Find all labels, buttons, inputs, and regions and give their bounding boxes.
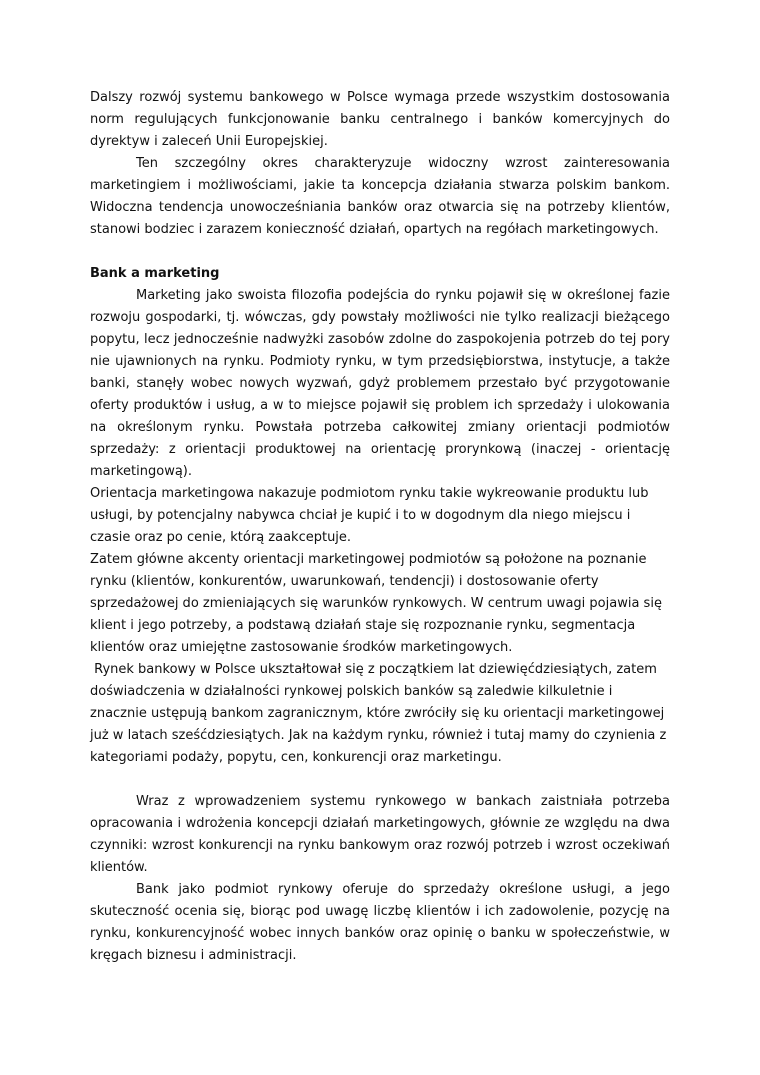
section-paragraph-1: Marketing jako swoista filozofia podejścia do rynku pojawił się w określonej fazie rozwoju gospodarki, tj. wówczas, gdy powstały możliwości nie tylko realizacji bieżącego popytu, lecz jednocześnie nadwyżki zasobów zdolne do zaspokojenia potrzeb do tej pory nie ujawnionych na rynku. Podmioty rynku, w tym przedsiębiorstwa, instytucje, a także banki, stanęły wobec nowych wyzwań, gdyż problemem przestało być przygotowanie oferty produktów i usług, a w to miejsce pojawił się problem ich sprzedaży i ulokowania na określonym rynku. Powstała potrzeba całkowitej zmiany orientacji podmiotów sprzedaży: z orientacji produktowej na orientację prorynkową (inaczej - orientację marketingową). <box>90 288 670 479</box>
document-page <box>90 87 670 967</box>
spacer <box>90 769 670 791</box>
section-paragraph-2: Orientacja marketingowa nakazuje podmiotom rynku takie wykreowanie produktu lub usługi, by potencjalny nabywca chciał je kupić i to w dogodnym dla niego miejscu i czasie oraz po cenie, którą zaakceptuje. <box>90 486 649 545</box>
closing-paragraph-2: Bank jako podmiot rynkowy oferuje do sprzedaży określone usługi, a jego skuteczność ocenia się, biorąc pod uwagę liczbę klientów i ich zadowolenie, pozycję na rynku, konkurencyjność wobec innych banków oraz opinię o banku w społeczeństwie, w kręgach biznesu i administracji. <box>90 882 670 963</box>
closing-paragraph-1: Wraz z wprowadzeniem systemu rynkowego w bankach zaistniała potrzeba opracowania i wdrożenia koncepcji działań marketingowych, głównie ze względu na dwa czynniki: wzrost konkurencji na rynku bankowym oraz rozwój potrzeb i wzrost oczekiwań klientów. <box>90 794 670 875</box>
section-paragraph-4: Rynek bankowy w Polsce ukształtował się z początkiem lat dziewięćdziesiątych, zatem doświadczenia w działalności rynkowej polskich banków są zaledwie kilkuletnie i znacznie ustępują bankom zagranicznym, które zwróciły się ku orientacji marketingowej już w latach sześćdziesiątych. Jak na każdym rynku, również i tutaj mamy do czynienia z kategoriami podaży, popytu, cen, konkurencji oraz marketingu. <box>90 662 671 765</box>
section-heading: Bank a marketing <box>90 266 220 281</box>
section-paragraph-3: Zatem główne akcenty orientacji marketingowej podmiotów są położone na poznanie rynku (klientów, konkurentów, uwarunkowań, tendencji) i dostosowanie oferty sprzedażowej do zmieniających się warunków rynkowych. W centrum uwagi pojawia się klient i jego potrzeby, a podstawą działań staje się rozpoznanie rynku, segmentacja klientów oraz umiejętne zastosowanie środków marketingowych. <box>90 552 662 655</box>
spacer <box>90 241 670 263</box>
intro-paragraph-1: Dalszy rozwój systemu bankowego w Polsce wymaga przede wszystkim dostosowania norm regulujących funkcjonowanie banku centralnego i banków komercyjnych do dyrektyw i zaleceń Unii Europejskiej. <box>90 90 670 149</box>
intro-paragraph-2: Ten szczególny okres charakteryzuje widoczny wzrost zainteresowania marketingiem i możliwościami, jakie ta koncepcja działania stwarza polskim bankom. Widoczna tendencja unowocześniania banków oraz otwarcia się na potrzeby klientów, stanowi bodziec i zarazem konieczność działań, opartych na regółach marketingowych. <box>90 156 670 237</box>
